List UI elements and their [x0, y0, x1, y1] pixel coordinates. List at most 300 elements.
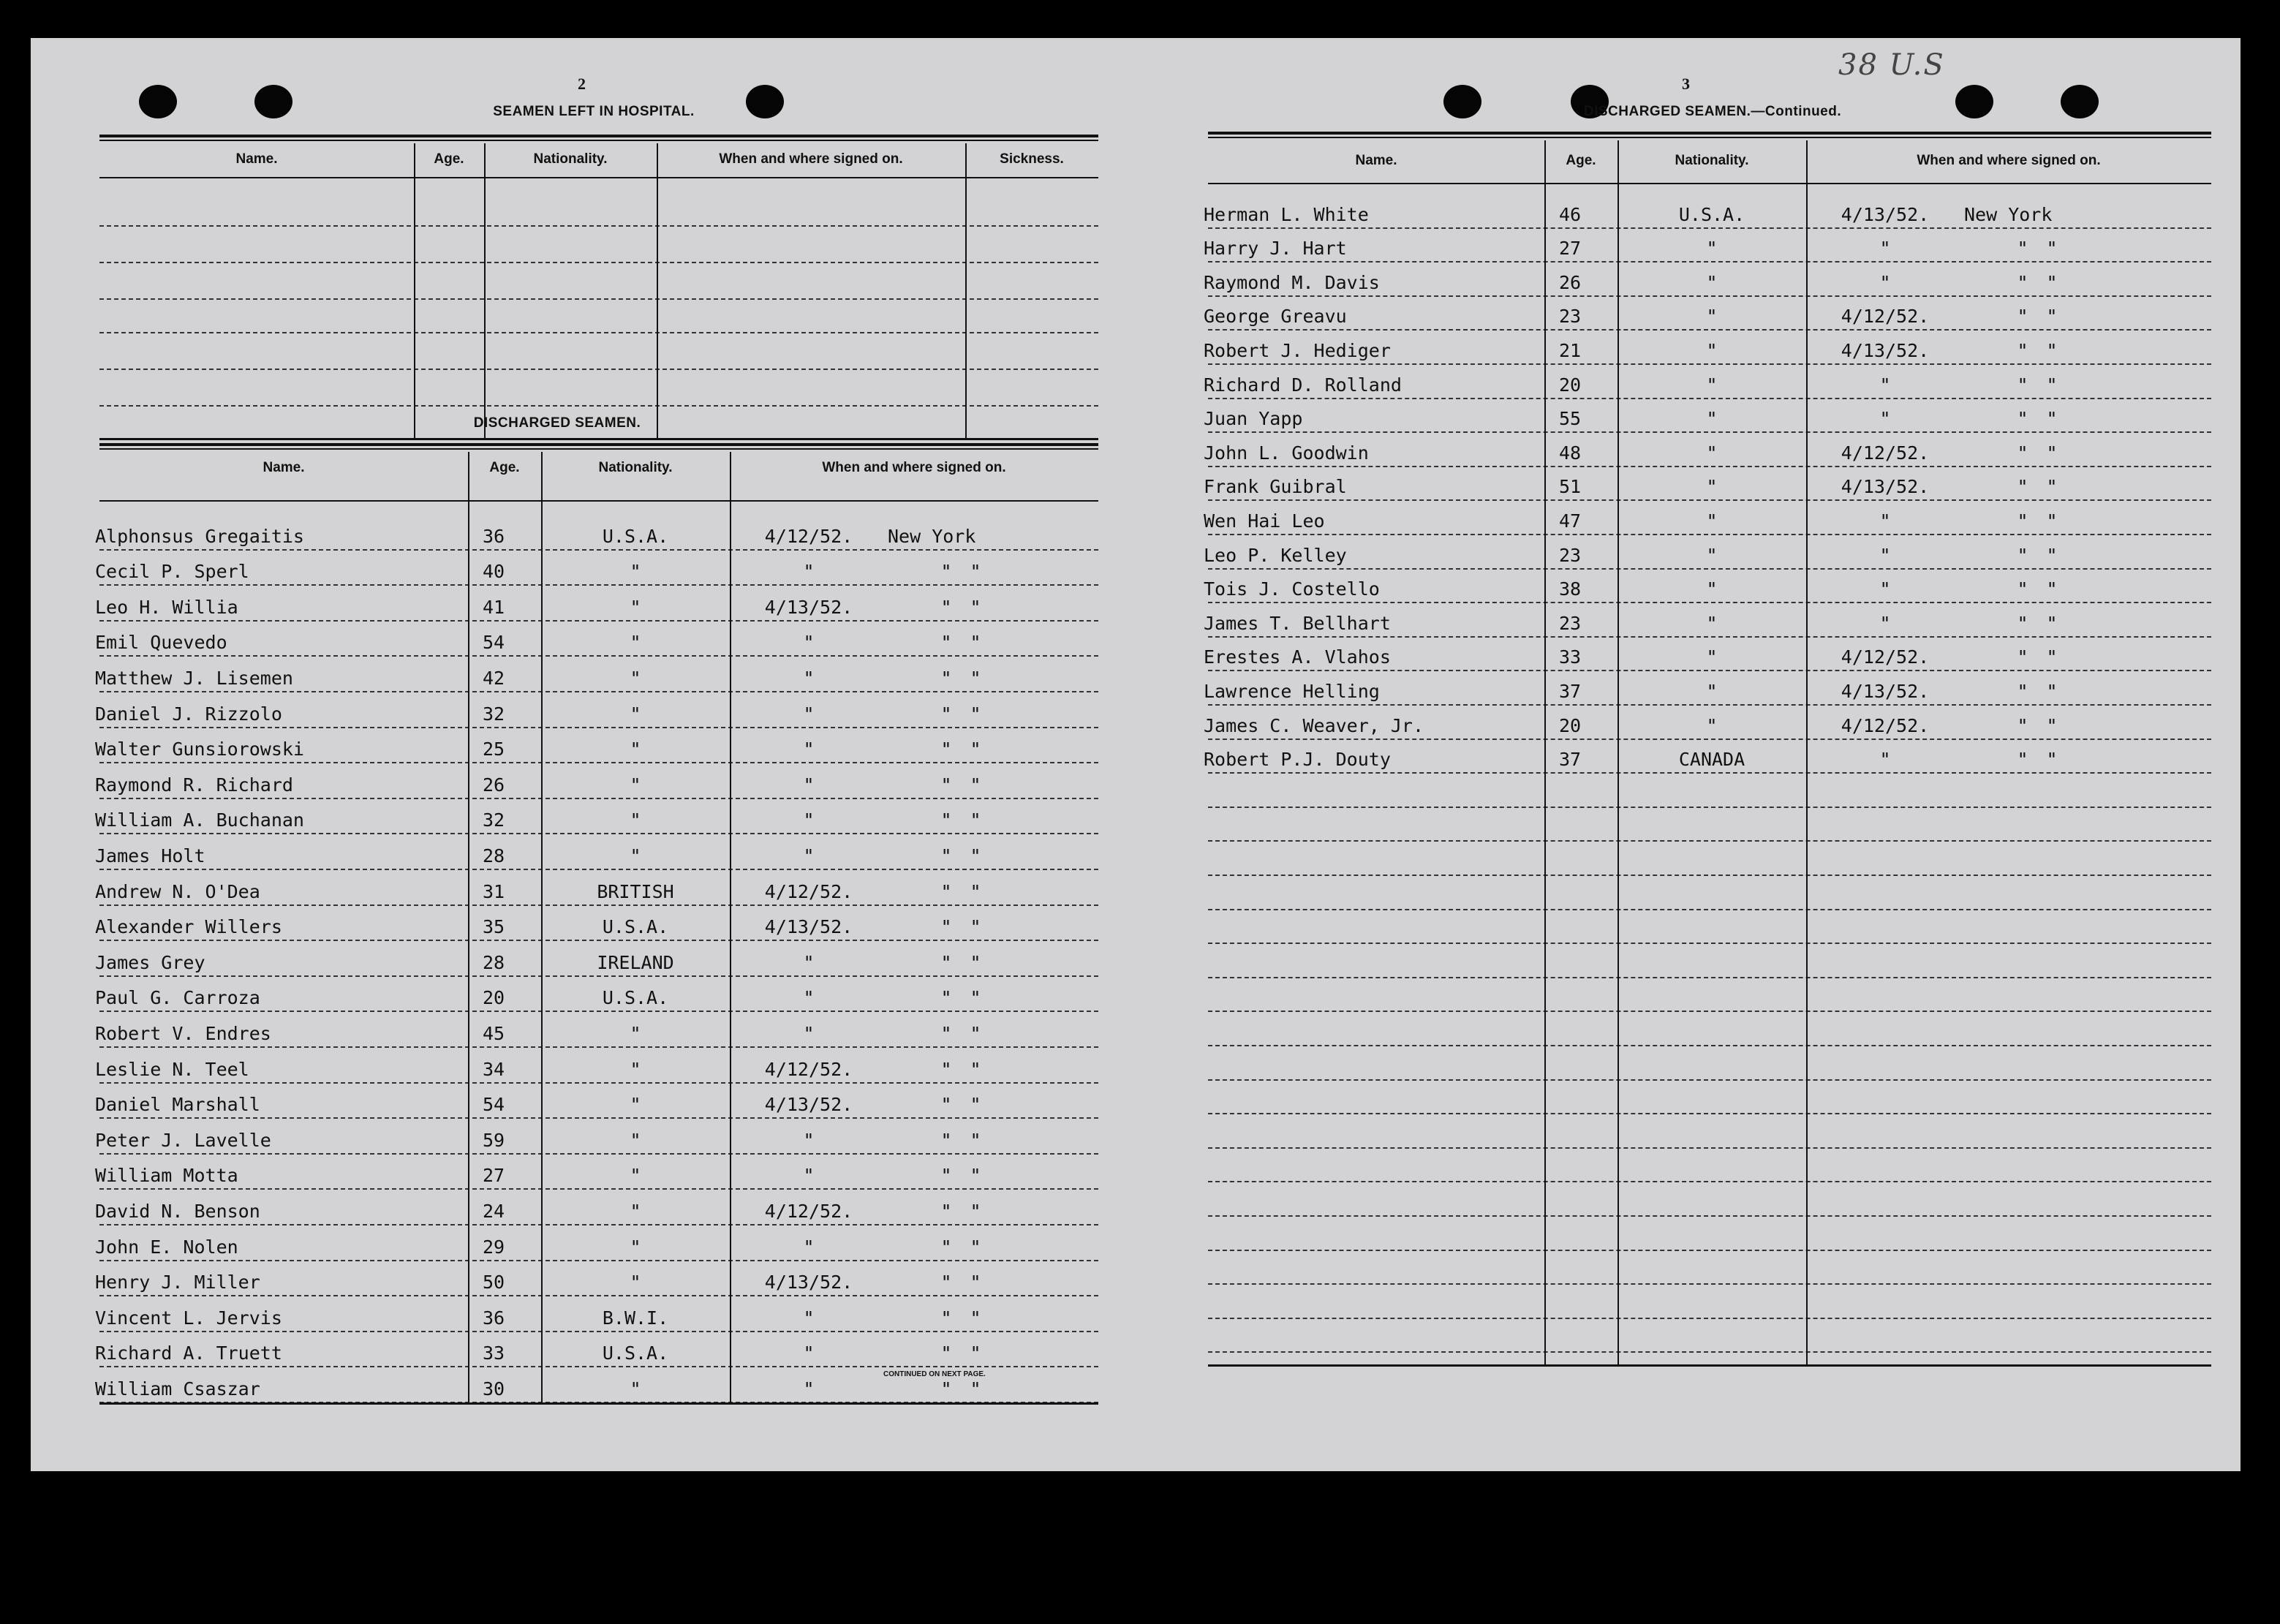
empty-row — [99, 276, 1098, 300]
signed-on-place-ditto: " — [970, 1094, 981, 1116]
seaman-name: Cecil P. Sperl — [95, 561, 249, 583]
seaman-age: 24 — [483, 1200, 505, 1222]
seaman-age: 21 — [1559, 339, 1582, 361]
signed-on-place: " — [940, 703, 952, 725]
seaman-age: 38 — [1559, 578, 1582, 600]
seaman-nationality: IRELAND — [597, 951, 674, 973]
signed-on-date: " — [803, 1022, 815, 1044]
seaman-age: 31 — [483, 880, 505, 902]
punch-hole — [1955, 85, 1993, 118]
signed-on-date: 4/12/52. — [1841, 714, 1930, 736]
empty-row — [1208, 1250, 2211, 1285]
table-row — [95, 549, 1098, 586]
table-row — [1204, 295, 2211, 331]
signed-on-date: " — [1879, 238, 1891, 260]
signed-on-date: " — [803, 703, 815, 725]
signed-on-place: " — [940, 1342, 952, 1364]
seaman-nationality: " — [1706, 374, 1718, 396]
signed-on-date: " — [803, 561, 815, 583]
seaman-nationality: U.S.A. — [602, 916, 669, 938]
signed-on-place: " — [940, 632, 952, 654]
empty-row — [1208, 807, 2211, 842]
column-header: Name. — [1355, 153, 1397, 168]
signed-on-place: " — [940, 774, 952, 796]
empty-row — [1208, 1079, 2211, 1115]
signed-on-place-ditto: " — [970, 596, 981, 618]
seaman-nationality: " — [630, 632, 641, 654]
signed-on-place: " — [2017, 408, 2028, 430]
seaman-nationality: " — [630, 1058, 641, 1080]
seaman-age: 41 — [483, 596, 505, 618]
signed-on-date: 4/13/52. — [764, 596, 853, 618]
column-divider — [468, 452, 469, 1405]
seaman-nationality: " — [630, 1129, 641, 1151]
seaman-nationality: U.S.A. — [602, 1342, 669, 1364]
signed-on-place-ditto: " — [2046, 680, 2058, 702]
seaman-age: 32 — [483, 809, 505, 831]
signed-on-date: 4/12/52. — [1841, 306, 1930, 328]
signed-on-place: " — [2017, 271, 2028, 293]
table-row — [95, 975, 1098, 1013]
seaman-name: Harry J. Hart — [1204, 238, 1347, 260]
signed-on-date: " — [803, 1342, 815, 1364]
seaman-nationality: BRITISH — [597, 880, 674, 902]
seaman-age: 51 — [1559, 476, 1582, 498]
signed-on-place: " — [940, 1165, 952, 1187]
signed-on-place-ditto: " — [970, 880, 981, 902]
signed-on-place-ditto: " — [2046, 646, 2058, 668]
signed-on-place-ditto: " — [970, 1307, 981, 1329]
column-divider — [657, 143, 658, 440]
seaman-name: Leslie N. Teel — [95, 1058, 249, 1080]
signed-on-place: " — [940, 739, 952, 760]
table-row — [95, 869, 1098, 906]
seaman-nationality: " — [630, 1236, 641, 1258]
seaman-age: 33 — [1559, 646, 1582, 668]
seaman-age: 27 — [483, 1165, 505, 1187]
column-divider — [541, 452, 543, 1405]
seaman-name: Richard D. Rolland — [1204, 374, 1402, 396]
seaman-name: Raymond M. Davis — [1204, 271, 1380, 293]
seaman-nationality: " — [630, 1094, 641, 1116]
seaman-name: Daniel Marshall — [95, 1094, 260, 1116]
table-row — [95, 655, 1098, 692]
signed-on-date: " — [803, 632, 815, 654]
table-row — [95, 691, 1098, 728]
signed-on-place-ditto: " — [970, 561, 981, 583]
seaman-name: Robert P.J. Douty — [1204, 749, 1391, 771]
seaman-nationality: " — [630, 739, 641, 760]
signed-on-place-ditto: " — [970, 1378, 981, 1400]
signed-on-place: " — [940, 1094, 952, 1116]
seaman-name: Henry J. Miller — [95, 1272, 260, 1293]
signed-on-place-ditto: " — [970, 667, 981, 689]
seaman-nationality: " — [1706, 578, 1718, 600]
table-row — [1204, 227, 2211, 263]
seaman-name: James C. Weaver, Jr. — [1204, 714, 1424, 736]
signed-on-place-ditto: " — [2046, 306, 2058, 328]
continued-footer: CONTINUED ON NEXT PAGE. — [883, 1370, 986, 1378]
signed-on-place: " — [940, 1022, 952, 1044]
signed-on-place: " — [940, 951, 952, 973]
seaman-name: Erestes A. Vlahos — [1204, 646, 1391, 668]
seaman-name: William Motta — [95, 1165, 238, 1187]
signed-on-place-ditto: " — [2046, 408, 2058, 430]
seaman-name: George Greavu — [1204, 306, 1347, 328]
signed-on-date: " — [803, 774, 815, 796]
signed-on-place: " — [940, 1129, 952, 1151]
signed-on-place-ditto: " — [970, 1129, 981, 1151]
signed-on-date: 4/13/52. — [1841, 680, 1930, 702]
table-row — [95, 762, 1098, 799]
seaman-age: 36 — [483, 525, 505, 547]
column-header: When and where signed on. — [822, 460, 1006, 475]
seaman-age: 50 — [483, 1272, 505, 1293]
table-row — [1204, 568, 2211, 604]
seaman-age: 54 — [483, 1094, 505, 1116]
column-header: When and where signed on. — [1917, 153, 2101, 168]
seaman-nationality: " — [1706, 271, 1718, 293]
seaman-age: 34 — [483, 1058, 505, 1080]
punch-hole — [254, 85, 292, 118]
seaman-nationality: B.W.I. — [602, 1307, 669, 1329]
seaman-name: Richard A. Truett — [95, 1342, 282, 1364]
signed-on-place: " — [2017, 306, 2028, 328]
empty-row — [99, 310, 1098, 333]
discharged-continued-title: DISCHARGED SEAMEN.—Continued. — [1583, 104, 1842, 119]
column-header: When and where signed on. — [719, 151, 903, 167]
column-header: Age. — [489, 460, 520, 475]
seaman-nationality: " — [630, 596, 641, 618]
seaman-name: James Grey — [95, 951, 205, 973]
table-row — [1204, 431, 2211, 467]
signed-on-date: " — [803, 1236, 815, 1258]
column-header: Nationality. — [1675, 153, 1749, 168]
signed-on-place: " — [2017, 714, 2028, 736]
signed-on-place-ditto: " — [970, 1058, 981, 1080]
signed-on-date: " — [803, 1129, 815, 1151]
seaman-age: 35 — [483, 916, 505, 938]
empty-row — [1208, 909, 2211, 945]
table-row — [95, 1082, 1098, 1119]
signed-on-date: " — [803, 809, 815, 831]
seaman-nationality: " — [630, 1200, 641, 1222]
signed-on-place: " — [2017, 646, 2028, 668]
signed-on-place: " — [2017, 442, 2028, 464]
signed-on-place-ditto: " — [970, 1236, 981, 1258]
signed-on-date: 4/13/52. — [764, 916, 853, 938]
empty-row — [1208, 1113, 2211, 1149]
table-row — [1204, 602, 2211, 638]
empty-row — [99, 347, 1098, 370]
seaman-age: 26 — [483, 774, 505, 796]
seaman-name: Robert J. Hediger — [1204, 339, 1391, 361]
seaman-age: 27 — [1559, 238, 1582, 260]
seaman-nationality: " — [630, 703, 641, 725]
signed-on-place: " — [940, 596, 952, 618]
signed-on-date: " — [1879, 374, 1891, 396]
seaman-name: Paul G. Carroza — [95, 987, 260, 1009]
seaman-nationality: CANADA — [1678, 749, 1745, 771]
column-divider — [1806, 140, 1808, 1366]
signed-on-place-ditto: " — [2046, 442, 2058, 464]
signed-on-place-ditto: " — [970, 845, 981, 866]
signed-on-place-ditto: " — [2046, 578, 2058, 600]
signed-on-place-ditto: " — [970, 1165, 981, 1187]
table-row — [95, 904, 1098, 942]
signed-on-place-ditto: " — [2046, 476, 2058, 498]
seaman-name: James T. Bellhart — [1204, 612, 1391, 634]
empty-row — [1208, 1181, 2211, 1217]
signed-on-date: 4/12/52. — [1841, 646, 1930, 668]
table-row — [95, 513, 1098, 551]
column-header: Sickness. — [1000, 151, 1064, 167]
signed-on-place: " — [940, 916, 952, 938]
seaman-name: Walter Gunsiorowski — [95, 739, 304, 760]
signed-on-place-ditto: " — [970, 1022, 981, 1044]
seaman-nationality: U.S.A. — [1678, 203, 1745, 225]
signed-on-date: " — [1879, 510, 1891, 532]
table-row — [1204, 670, 2211, 706]
table-row — [95, 1331, 1098, 1368]
signed-on-date: 4/13/52. — [764, 1272, 853, 1293]
seaman-nationality: " — [630, 774, 641, 796]
signed-on-date: 4/12/52. — [1841, 442, 1930, 464]
signed-on-place: " — [2017, 680, 2028, 702]
signed-on-place-ditto: " — [970, 1200, 981, 1222]
hospital-table — [99, 135, 1098, 442]
seaman-nationality: " — [1706, 408, 1718, 430]
signed-on-place: " — [940, 809, 952, 831]
seaman-age: 23 — [1559, 612, 1582, 634]
seaman-age: 23 — [1559, 544, 1582, 566]
signed-on-place: " — [940, 561, 952, 583]
signed-on-place: " — [2017, 544, 2028, 566]
punch-hole — [2061, 85, 2099, 118]
seaman-name: Robert V. Endres — [95, 1022, 271, 1044]
discharged-table-left — [95, 443, 1098, 1407]
signed-on-place: " — [940, 1236, 952, 1258]
signed-on-place-ditto: " — [970, 703, 981, 725]
seaman-age: 20 — [1559, 374, 1582, 396]
seaman-name: Wen Hai Leo — [1204, 510, 1325, 532]
signed-on-date: " — [803, 987, 815, 1009]
seaman-age: 42 — [483, 667, 505, 689]
signed-on-date: 4/13/52. — [1841, 203, 1930, 225]
signed-on-date: 4/13/52. — [764, 1094, 853, 1116]
seaman-nationality: " — [630, 1022, 641, 1044]
signed-on-date: " — [1879, 408, 1891, 430]
seaman-nationality: " — [630, 667, 641, 689]
signed-on-place: " — [2017, 339, 2028, 361]
seaman-nationality: " — [630, 1378, 641, 1400]
table-row — [1204, 636, 2211, 672]
seaman-name: William Csaszar — [95, 1378, 260, 1400]
signed-on-date: 4/13/52. — [1841, 476, 1930, 498]
column-divider — [1544, 140, 1546, 1366]
punch-hole — [746, 85, 784, 118]
table-row — [95, 1011, 1098, 1048]
seaman-age: 25 — [483, 739, 505, 760]
punch-hole — [1443, 85, 1481, 118]
signed-on-place: " — [940, 987, 952, 1009]
empty-row — [99, 383, 1098, 407]
seaman-age: 20 — [483, 987, 505, 1009]
empty-row — [1208, 1011, 2211, 1046]
column-header: Nationality. — [533, 151, 608, 167]
table-row — [95, 1046, 1098, 1084]
seaman-name: Peter J. Lavelle — [95, 1129, 271, 1151]
empty-row — [1208, 1045, 2211, 1081]
table-row — [95, 940, 1098, 977]
signed-on-place: " — [2017, 749, 2028, 771]
seaman-age: 37 — [1559, 749, 1582, 771]
punch-hole — [139, 85, 177, 118]
signed-on-date: " — [1879, 544, 1891, 566]
signed-on-place: " — [940, 880, 952, 902]
signed-on-place-ditto: " — [2046, 749, 2058, 771]
signed-on-place-ditto: " — [2046, 510, 2058, 532]
signed-on-place-ditto: " — [970, 1272, 981, 1293]
column-divider — [965, 143, 967, 440]
seaman-nationality: " — [630, 1165, 641, 1187]
seaman-age: 29 — [483, 1236, 505, 1258]
signed-on-date: 4/12/52. — [764, 1200, 853, 1222]
table-row — [1204, 466, 2211, 502]
empty-row — [99, 203, 1098, 227]
table-row — [95, 1295, 1098, 1332]
seaman-name: Leo H. Willia — [95, 596, 238, 618]
signed-on-date: " — [803, 1165, 815, 1187]
page-number-left: 2 — [578, 75, 586, 93]
handwritten-note: 38 U.S — [1838, 48, 1945, 82]
signed-on-date: " — [1879, 612, 1891, 634]
table-row — [95, 1224, 1098, 1261]
empty-row — [1208, 977, 2211, 1013]
signed-on-place: New York — [1964, 203, 2053, 225]
seaman-name: Alexander Willers — [95, 916, 282, 938]
table-row — [95, 1153, 1098, 1190]
seaman-name: Emil Quevedo — [95, 632, 227, 654]
signed-on-place-ditto: " — [970, 987, 981, 1009]
seaman-age: 32 — [483, 703, 505, 725]
signed-on-place-ditto: " — [970, 739, 981, 760]
signed-on-date: " — [803, 845, 815, 866]
empty-row — [1208, 1283, 2211, 1319]
table-row — [1204, 193, 2211, 229]
signed-on-date: " — [803, 1307, 815, 1329]
signed-on-place-ditto: " — [2046, 714, 2058, 736]
table-row — [1204, 704, 2211, 740]
table-row — [1204, 329, 2211, 365]
seaman-nationality: " — [1706, 339, 1718, 361]
seaman-age: 20 — [1559, 714, 1582, 736]
seaman-nationality: " — [1706, 680, 1718, 702]
seaman-age: 28 — [483, 845, 505, 866]
table-row — [95, 1188, 1098, 1225]
signed-on-place: " — [940, 1378, 952, 1400]
signed-on-date: " — [803, 951, 815, 973]
seaman-name: Alphonsus Gregaitis — [95, 525, 304, 547]
column-header: Name. — [263, 460, 305, 475]
seaman-age: 47 — [1559, 510, 1582, 532]
signed-on-date: 4/12/52. — [764, 880, 853, 902]
signed-on-date: " — [1879, 578, 1891, 600]
empty-row — [1208, 943, 2211, 978]
signed-on-date: " — [1879, 271, 1891, 293]
seaman-name: Herman L. White — [1204, 203, 1369, 225]
signed-on-place-ditto: " — [970, 632, 981, 654]
seaman-age: 55 — [1559, 408, 1582, 430]
table-row — [1204, 739, 2211, 774]
seaman-age: 40 — [483, 561, 505, 583]
seaman-name: Juan Yapp — [1204, 408, 1303, 430]
signed-on-place-ditto: " — [970, 1342, 981, 1364]
table-row — [95, 584, 1098, 622]
seaman-nationality: " — [630, 809, 641, 831]
seaman-nationality: " — [1706, 714, 1718, 736]
seaman-age: 36 — [483, 1307, 505, 1329]
signed-on-place: " — [940, 667, 952, 689]
seaman-nationality: " — [1706, 646, 1718, 668]
signed-on-place: New York — [888, 525, 976, 547]
signed-on-date: " — [803, 1378, 815, 1400]
seaman-nationality: " — [1706, 306, 1718, 328]
page-number-right: 3 — [1682, 75, 1690, 93]
table-row — [95, 798, 1098, 835]
seaman-age: 48 — [1559, 442, 1582, 464]
seaman-age: 30 — [483, 1378, 505, 1400]
seaman-age: 54 — [483, 632, 505, 654]
seaman-name: David N. Benson — [95, 1200, 260, 1222]
seaman-nationality: " — [630, 1272, 641, 1293]
seaman-nationality: U.S.A. — [602, 987, 669, 1009]
table-row — [95, 727, 1098, 764]
signed-on-place-ditto: " — [2046, 374, 2058, 396]
signed-on-place-ditto: " — [2046, 238, 2058, 260]
seaman-age: 45 — [483, 1022, 505, 1044]
seaman-name: Frank Guibral — [1204, 476, 1347, 498]
seaman-nationality: " — [1706, 544, 1718, 566]
signed-on-place: " — [2017, 510, 2028, 532]
seaman-nationality: " — [1706, 442, 1718, 464]
seaman-age: 46 — [1559, 203, 1582, 225]
empty-row — [1208, 1215, 2211, 1251]
column-header: Nationality. — [598, 460, 673, 475]
table-row — [1204, 398, 2211, 434]
signed-on-place-ditto: " — [970, 809, 981, 831]
seaman-name: Lawrence Helling — [1204, 680, 1380, 702]
signed-on-place: " — [2017, 238, 2028, 260]
seaman-age: 33 — [483, 1342, 505, 1364]
seaman-age: 59 — [483, 1129, 505, 1151]
signed-on-place-ditto: " — [2046, 271, 2058, 293]
signed-on-place-ditto: " — [2046, 544, 2058, 566]
signed-on-place: " — [2017, 476, 2028, 498]
table-row — [95, 1117, 1098, 1155]
empty-row — [99, 240, 1098, 263]
table-row — [95, 1260, 1098, 1297]
seaman-nationality: " — [630, 561, 641, 583]
seaman-nationality: U.S.A. — [602, 525, 669, 547]
signed-on-place-ditto: " — [2046, 612, 2058, 634]
signed-on-date: 4/12/52. — [764, 1058, 853, 1080]
empty-row — [1208, 840, 2211, 876]
seaman-nationality: " — [630, 845, 641, 866]
seaman-nationality: " — [1706, 476, 1718, 498]
seaman-age: 28 — [483, 951, 505, 973]
seaman-name: Daniel J. Rizzolo — [95, 703, 282, 725]
